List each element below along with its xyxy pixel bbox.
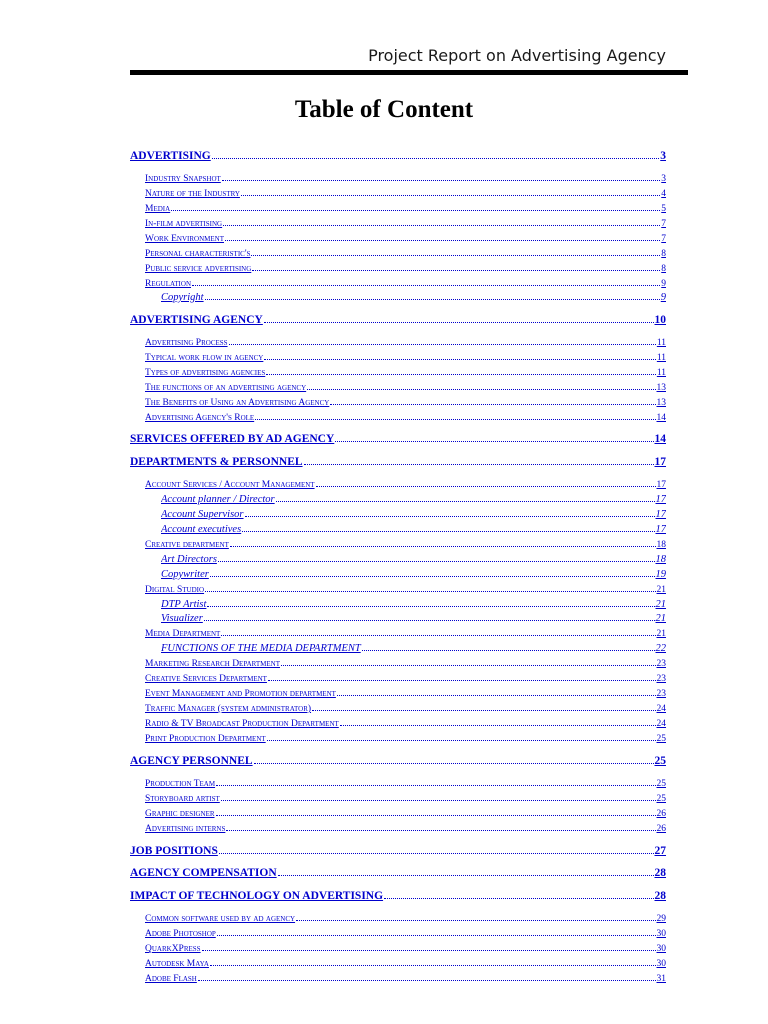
toc-entry-title: Adobe Flash	[145, 974, 197, 984]
toc-entry-title: The functions of an advertising agency	[145, 383, 307, 393]
toc-subsection-link[interactable]	[161, 610, 666, 624]
toc-page-number: 17	[655, 494, 666, 505]
toc-dot-leader	[268, 679, 656, 681]
toc-dot-leader	[205, 298, 660, 300]
toc-dot-leader	[198, 979, 656, 981]
toc-page-number: 28	[654, 890, 666, 902]
toc-page-number: 3	[660, 150, 666, 162]
toc-subsection-link[interactable]	[161, 289, 666, 303]
toc-page-number: 14	[654, 433, 666, 445]
toc-section-link[interactable]	[145, 185, 666, 199]
toc-page-number: 8	[661, 249, 666, 259]
page-title: Table of Content	[294, 96, 474, 123]
toc-chapter-link[interactable]	[130, 148, 666, 162]
toc-entry-title: Types of advertising agencies	[145, 368, 266, 378]
toc-dot-leader	[252, 269, 660, 271]
toc-section-link[interactable]	[145, 925, 666, 939]
toc-page-number: 11	[656, 338, 666, 348]
toc-chapter-link[interactable]	[130, 431, 666, 445]
toc-entry-title: Regulation	[145, 279, 191, 289]
toc-page-number: 23	[656, 659, 666, 669]
toc-subsection-link[interactable]	[161, 596, 666, 610]
toc-dot-leader	[264, 358, 655, 360]
toc-dot-leader	[207, 605, 654, 607]
toc-section-link[interactable]	[145, 379, 666, 393]
toc-entry-title: Media	[145, 204, 171, 214]
toc-entry-title: IMPACT OF TECHNOLOGY ON ADVERTISING	[130, 890, 384, 902]
toc-section-link[interactable]	[145, 910, 666, 924]
toc-subsection-link[interactable]	[161, 551, 666, 565]
toc-entry-title: Common software used by ad agency	[145, 914, 296, 924]
toc-entry-title: Personal characteristic's	[145, 249, 251, 259]
toc-section-link[interactable]	[145, 730, 666, 744]
toc-section-link[interactable]	[145, 170, 666, 184]
toc-chapter-link[interactable]	[130, 454, 666, 468]
toc-entry-title: Industry Snapshot	[145, 174, 221, 184]
running-header: Project Report on Advertising Agency	[368, 46, 666, 65]
toc-entry-title: Autodesk Maya	[145, 959, 209, 969]
toc-section-link[interactable]	[145, 955, 666, 969]
toc-entry-title: DEPARTMENTS & PERSONNEL	[130, 456, 303, 468]
toc-dot-leader	[226, 829, 655, 831]
toc-page-number: 31	[656, 974, 666, 984]
toc-dot-leader	[204, 619, 655, 621]
toc-page-number: 29	[656, 914, 666, 924]
toc-page-number: 14	[656, 413, 666, 423]
toc-dot-leader	[217, 934, 656, 936]
toc-entry-title: Advertising Agency's Role	[145, 413, 255, 423]
toc-subsection-link[interactable]	[161, 521, 666, 535]
toc-chapter-link[interactable]	[130, 865, 666, 879]
toc-dot-leader	[216, 814, 656, 816]
toc-dot-leader	[264, 321, 654, 323]
toc-page-number: 4	[661, 189, 666, 199]
toc-dot-leader	[171, 209, 660, 211]
toc-page-number: 28	[654, 867, 666, 879]
toc-entry-title: Typical work flow in agency	[145, 353, 264, 363]
toc-page-number: 21	[655, 599, 666, 610]
toc-dot-leader	[242, 530, 654, 532]
toc-section-link[interactable]	[145, 409, 666, 423]
toc-section-link[interactable]	[145, 655, 666, 669]
toc-page-number: 30	[656, 959, 666, 969]
toc-section-link[interactable]	[145, 670, 666, 684]
toc-dot-leader	[330, 403, 655, 405]
toc-entry-title: Media Department	[145, 629, 221, 639]
toc-dot-leader	[202, 949, 656, 951]
toc-section-link[interactable]	[145, 230, 666, 244]
toc-chapter-link[interactable]	[130, 888, 666, 902]
toc-entry-title: Copywriter	[161, 569, 209, 580]
toc-entry-title: Print Production Department	[145, 734, 266, 744]
toc-dot-leader	[312, 709, 655, 711]
toc-subsection-link[interactable]	[161, 491, 666, 505]
toc-dot-leader	[255, 418, 655, 420]
toc-section-link[interactable]	[145, 581, 666, 595]
toc-entry-title: Creative Services Department	[145, 674, 267, 684]
toc-entry-title: Traffic Manager (system administrator)	[145, 704, 312, 714]
toc-section-link[interactable]	[145, 364, 666, 378]
toc-dot-leader	[223, 224, 660, 226]
toc-entry-title: Creative department	[145, 540, 229, 550]
toc-entry-title: Advertising interns	[145, 824, 226, 834]
toc-section-link[interactable]	[145, 476, 666, 490]
toc-page-number: 17	[654, 456, 666, 468]
toc-entry-title: Account planner / Director	[161, 494, 275, 505]
toc-page-number: 13	[656, 383, 666, 393]
toc-entry-title: Advertising Process	[145, 338, 228, 348]
toc-page-number: 27	[654, 845, 666, 857]
toc-section-link[interactable]	[145, 536, 666, 550]
toc-entry-title: Work Environment	[145, 234, 224, 244]
toc-page-number: 21	[656, 585, 666, 595]
toc-subsection-link[interactable]	[161, 506, 666, 520]
toc-entry-title: FUNCTIONS OF THE MEDIA DEPARTMENT	[161, 643, 361, 654]
toc-section-link[interactable]	[145, 940, 666, 954]
toc-page-number: 3	[661, 174, 666, 184]
toc-entry-title: Digital Studio	[145, 585, 205, 595]
toc-section-link[interactable]	[145, 715, 666, 729]
toc-dot-leader	[229, 343, 656, 345]
toc-page-number: 30	[656, 929, 666, 939]
toc-page-number: 25	[654, 755, 666, 767]
toc-page-number: 5	[661, 204, 666, 214]
toc-entry-title: The Benefits of Using an Advertising Agency	[145, 398, 330, 408]
toc-subsection-link[interactable]	[161, 566, 666, 580]
toc-dot-leader	[212, 157, 659, 159]
toc-dot-leader	[281, 664, 656, 666]
toc-entry-title: JOB POSITIONS	[130, 845, 218, 857]
toc-entry-title: QuarkXPress	[145, 944, 201, 954]
toc-page-number: 18	[655, 554, 666, 565]
toc-entry-title: Account Services / Account Management	[145, 480, 315, 490]
toc-entry-title: ADVERTISING AGENCY	[130, 314, 263, 326]
toc-dot-leader	[296, 919, 655, 921]
toc-page-number: 22	[655, 643, 666, 654]
toc-page-number: 18	[656, 540, 666, 550]
toc-page-number: 10	[654, 314, 666, 326]
toc-dot-leader	[210, 964, 656, 966]
toc-section-link[interactable]	[145, 245, 666, 259]
toc-section-link[interactable]	[145, 820, 666, 834]
toc-page-number: 9	[661, 279, 666, 289]
toc-dot-leader	[218, 560, 655, 562]
toc-entry-title: In-film advertising	[145, 219, 223, 229]
toc-dot-leader	[384, 897, 653, 899]
toc-dot-leader	[278, 874, 654, 876]
toc-chapter-link[interactable]	[130, 312, 666, 326]
toc-dot-leader	[337, 694, 656, 696]
toc-dot-leader	[340, 724, 656, 726]
toc-entry-title: Copyright	[161, 292, 204, 303]
toc-entry-title: DTP Artist	[161, 599, 207, 610]
toc-entry-title: Event Management and Promotion department	[145, 689, 336, 699]
toc-dot-leader	[304, 463, 654, 465]
toc-page-number: 25	[656, 794, 666, 804]
toc-dot-leader	[335, 440, 653, 442]
toc-dot-leader	[266, 373, 656, 375]
toc-section-link[interactable]	[145, 349, 666, 363]
toc-dot-leader	[362, 649, 655, 651]
toc-dot-leader	[205, 590, 655, 592]
toc-page-number: 30	[656, 944, 666, 954]
toc-section-link[interactable]	[145, 805, 666, 819]
toc-dot-leader	[219, 852, 654, 854]
toc-section-link[interactable]	[145, 700, 666, 714]
toc-section-link[interactable]	[145, 970, 666, 984]
toc-section-link[interactable]	[145, 334, 666, 348]
toc-dot-leader	[230, 545, 656, 547]
toc-chapter-link[interactable]	[130, 753, 666, 767]
toc-section-link[interactable]	[145, 260, 666, 274]
toc-entry-title: Account executives	[161, 524, 242, 535]
toc-dot-leader	[307, 388, 655, 390]
toc-dot-leader	[222, 179, 660, 181]
toc-dot-leader	[316, 485, 656, 487]
toc-page-number: 7	[661, 234, 666, 244]
toc-page-number: 17	[656, 480, 666, 490]
toc-page-number: 23	[656, 689, 666, 699]
toc-section-link[interactable]	[145, 685, 666, 699]
toc-section-link[interactable]	[145, 275, 666, 289]
toc-page-number: 25	[656, 734, 666, 744]
toc-dot-leader	[216, 784, 655, 786]
toc-dot-leader	[276, 500, 655, 502]
toc-page-number: 11	[656, 353, 666, 363]
toc-entry-title: Marketing Research Department	[145, 659, 280, 669]
toc-section-link[interactable]	[145, 215, 666, 229]
toc-entry-title: Nature of the Industry	[145, 189, 240, 199]
toc-entry-title: Visualizer	[161, 613, 203, 624]
toc-page-number: 19	[655, 569, 666, 580]
toc-page-number: 26	[656, 809, 666, 819]
toc-section-link[interactable]	[145, 394, 666, 408]
toc-section-link[interactable]	[145, 200, 666, 214]
toc-section-link[interactable]	[145, 790, 666, 804]
toc-entry-title: Public service advertising	[145, 264, 252, 274]
toc-section-link[interactable]	[145, 775, 666, 789]
toc-dot-leader	[221, 799, 656, 801]
toc-dot-leader	[192, 284, 660, 286]
toc-page-number: 21	[656, 629, 666, 639]
toc-dot-leader	[225, 239, 660, 241]
toc-section-link[interactable]	[145, 625, 666, 639]
toc-page-number: 25	[656, 779, 666, 789]
toc-entry-title: ADVERTISING	[130, 150, 211, 162]
toc-entry-title: Radio & TV Broadcast Production Department	[145, 719, 339, 729]
toc-entry-title: Art Directors	[161, 554, 217, 565]
toc-entry-title: Account Supervisor	[161, 509, 244, 520]
toc-page-number: 24	[656, 704, 666, 714]
toc-entry-title: AGENCY PERSONNEL	[130, 755, 253, 767]
toc-entry-title: AGENCY COMPENSATION	[130, 867, 277, 879]
toc-subsection-link[interactable]	[161, 640, 666, 654]
toc-entry-title: Storyboard artist	[145, 794, 220, 804]
toc-dot-leader	[210, 575, 655, 577]
toc-dot-leader	[251, 254, 660, 256]
toc-entry-title: Graphic designer	[145, 809, 215, 819]
toc-page-number: 23	[656, 674, 666, 684]
toc-dot-leader	[245, 515, 655, 517]
toc-page-number: 24	[656, 719, 666, 729]
toc-dot-leader	[221, 634, 655, 636]
toc-page-number: 7	[661, 219, 666, 229]
toc-dot-leader	[267, 739, 656, 741]
toc-page-number: 9	[660, 292, 666, 303]
toc-page-number: 11	[656, 368, 666, 378]
toc-entry-title: Production Team	[145, 779, 216, 789]
toc-page-number: 26	[656, 824, 666, 834]
toc-page-number: 17	[655, 524, 666, 535]
toc-entry-title: Adobe Photoshop	[145, 929, 216, 939]
toc-dot-leader	[254, 762, 654, 764]
toc-page-number: 8	[661, 264, 666, 274]
toc-page-number: 21	[655, 613, 666, 624]
toc-entry-title: SERVICES OFFERED BY AD AGENCY	[130, 433, 335, 445]
toc-page-number: 13	[656, 398, 666, 408]
toc-page-number: 17	[655, 509, 666, 520]
toc-dot-leader	[241, 194, 660, 196]
toc-chapter-link[interactable]	[130, 843, 666, 857]
